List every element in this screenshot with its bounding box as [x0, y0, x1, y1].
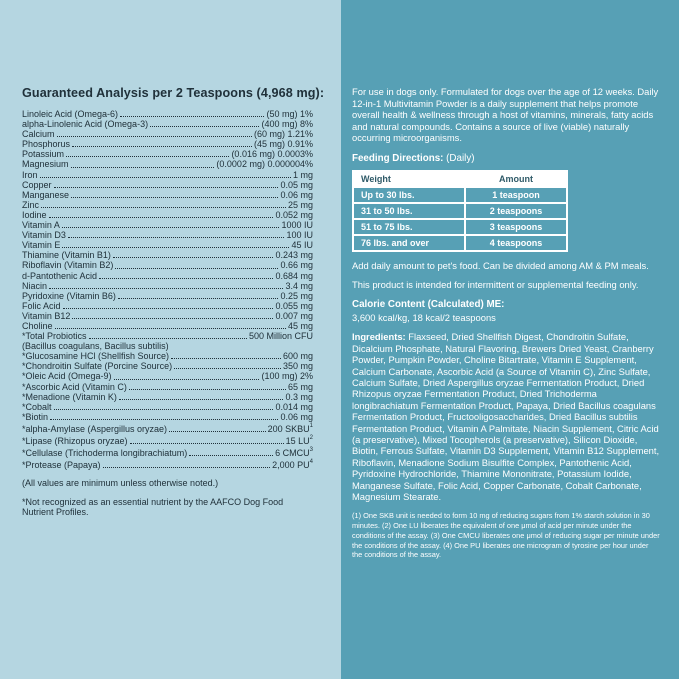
nutrient-name: Potassium — [22, 149, 65, 160]
minimum-values-note: (All values are minimum unless otherwise noted.) — [22, 478, 219, 489]
nutrient-value: 0.06 mg — [280, 411, 313, 422]
dotted-leader — [103, 467, 271, 468]
analysis-row — [22, 291, 313, 301]
nutrient-name: *alpha-Amylase (Aspergillus oryzae) — [22, 423, 168, 434]
analysis-row — [22, 321, 313, 331]
dotted-leader — [62, 247, 289, 248]
nutrient-name: Vitamin B12 — [22, 310, 71, 321]
weight-cell: Up to 30 lbs. — [353, 187, 465, 203]
nutrient-name: Folic Acid — [22, 300, 61, 311]
footnote-marker: 4 — [309, 459, 313, 466]
nutrient-name: *Cobalt — [22, 401, 52, 412]
dotted-leader — [68, 237, 285, 238]
ingredients-label: Ingredients: — [352, 331, 406, 343]
dotted-leader — [115, 268, 278, 269]
dotted-leader — [118, 298, 279, 299]
analysis-row — [22, 382, 313, 392]
nutrient-subline: (Bacillus coagulans, Bacillus subtilis) — [22, 341, 169, 352]
nutrient-value: (60 mg) 1.21% — [253, 129, 313, 140]
nutrient-name: *Menadione (Vitamin K) — [22, 391, 117, 402]
nutrient-value: 0.06 mg — [280, 189, 313, 200]
analysis-row — [22, 240, 313, 250]
feeding-table-row — [353, 235, 567, 251]
intermittent-feeding-note: This product is intended for intermittent or supplemental feeding only. — [352, 278, 639, 290]
nutrient-value: (100 mg) 2% — [261, 371, 313, 382]
nutrient-value: 1 mg — [292, 169, 313, 180]
analysis-row — [22, 446, 313, 458]
nutrient-value: 500 Million CFU — [248, 331, 313, 342]
analysis-row — [22, 159, 313, 169]
weight-cell: 76 lbs. and over — [353, 235, 465, 251]
nutrient-name: *Lipase (Rhizopus oryzae) — [22, 436, 128, 446]
nutrient-value: 0.014 mg — [275, 401, 313, 412]
nutrient-value: 3.4 mg — [285, 280, 313, 291]
dotted-leader — [174, 368, 281, 369]
amount-cell: 4 teaspoons — [465, 235, 567, 251]
analysis-row — [22, 371, 313, 381]
analysis-row — [22, 271, 313, 281]
nutrient-value: 0.052 mg — [275, 209, 313, 220]
analysis-row — [22, 351, 313, 361]
dotted-leader — [54, 409, 274, 410]
nutrient-name: Zinc — [22, 199, 40, 210]
analysis-row — [22, 392, 313, 402]
nutrient-name: Vitamin D3 — [22, 230, 66, 241]
dotted-leader — [130, 443, 284, 444]
dotted-leader — [62, 227, 280, 228]
feeding-table-header-weight: Weight — [353, 171, 465, 187]
amount-cell: 3 teaspoons — [465, 219, 567, 235]
nutrient-name: *Oleic Acid (Omega-9) — [22, 371, 112, 382]
nutrient-name: *Ascorbic Acid (Vitamin C) — [22, 381, 127, 392]
analysis-row — [22, 129, 313, 139]
dotted-leader — [113, 257, 274, 258]
analysis-row — [22, 190, 313, 200]
nutrient-value: 65 mg — [287, 381, 313, 392]
analysis-row — [22, 281, 313, 291]
analysis-row — [22, 139, 313, 149]
feeding-table-row — [353, 219, 567, 235]
analysis-row — [22, 170, 313, 180]
dotted-leader — [55, 328, 286, 329]
ingredients-text: Flaxseed, Dried Shellfish Digest, Chondroitin Sulfate, Dicalcium Phosphate, Natural Flavoring, Brewers Dried Yeast, Cranberry Powder, Pumpkin Powder, Choline Bitartrate, Vitamin E Supplement, Calcium Carbonate, Ascorbic Acid (a Source of Vitamin C), Zinc Sulfate, Calcium Sulfate, Dried Aspergillus oryzae Fermentation Product, Dried Rhizopus oryzae Fermentation Product, Dried Trichoderma longibrachiatum Fermentation Product, Papaya, Dried Bacillus coagulans Fermentation Product, Fructooligosaccharides, Dried Bacillus subtilis Fermentation Product, Vitamin A Palmitate, Niacin Supplement, Citric Acid (a preservative), Mixed Tocopherols (a preservative), Silicon Dioxide, Biotin, Ferrous Sulfate, Vitamin D3 Supplement, Vitamin B12 Supplement, Riboflavin, Menadione Sodium Bisulfite Complex, Pantothenic Acid, Pyridoxine Hydrochloride, Thiamine Mononitrate, Potassium Iodide, Manganese Sulfate, Folic Acid, Copper Carbonate, Cobalt Carbonate, Magnesium Stearate. — [352, 331, 660, 503]
dotted-leader — [66, 156, 229, 157]
analysis-row — [22, 458, 313, 470]
dotted-leader — [40, 177, 291, 178]
analysis-row — [22, 220, 313, 230]
directions-panel — [341, 0, 679, 679]
calorie-content-value: 3,600 kcal/kg, 18 kcal/2 teaspoons — [352, 311, 496, 323]
nutrient-name: Riboflavin (Vitamin B2) — [22, 260, 114, 271]
feeding-table-row — [353, 203, 567, 219]
feeding-table — [352, 170, 568, 252]
dotted-leader — [72, 146, 252, 147]
dotted-leader — [120, 116, 264, 117]
nutrient-name: Magnesium — [22, 159, 69, 170]
nutrient-name: Niacin — [22, 280, 48, 291]
analysis-row — [22, 260, 313, 270]
feeding-table-row — [353, 187, 567, 203]
nutrient-value: 1000 IU — [281, 220, 313, 231]
analysis-row — [22, 331, 313, 341]
dotted-leader — [49, 288, 283, 289]
nutrient-name: Thiamine (Vitamin B1) — [22, 250, 111, 261]
dotted-leader — [57, 136, 252, 137]
nutrient-value: (50 mg) 1% — [266, 109, 313, 119]
weight-cell: 51 to 75 lbs. — [353, 219, 465, 235]
analysis-row — [22, 200, 313, 210]
nutrient-name: Vitamin E — [22, 240, 61, 251]
nutrient-name: Calcium — [22, 129, 55, 140]
nutrient-name: *Protease (Papaya) — [22, 460, 101, 471]
nutrient-value: (45 mg) 0.91% — [253, 139, 313, 150]
nutrient-name: Copper — [22, 179, 52, 190]
nutrient-name: Pyridoxine (Vitamin B6) — [22, 290, 116, 301]
analysis-row — [22, 402, 313, 412]
nutrient-name: *Glucosamine HCl (Shellfish Source) — [22, 351, 170, 362]
calorie-content-label: Calorie Content (Calculated) ME: — [352, 299, 505, 311]
dotted-leader — [169, 431, 266, 432]
dotted-leader — [89, 338, 247, 339]
nutrient-name: Linoleic Acid (Omega-6) — [22, 109, 119, 119]
dotted-leader — [71, 167, 215, 168]
nutrient-value: 200 SKBU$^1$ — [267, 422, 313, 434]
nutrient-name: Iodine — [22, 209, 47, 220]
dotted-leader — [63, 308, 274, 309]
analysis-row — [22, 109, 313, 119]
nutrient-value: 600 mg — [282, 351, 313, 362]
footnote-marker: 3 — [309, 447, 313, 454]
dotted-leader — [99, 278, 273, 279]
feeding-directions-label: Feeding Directions: — [352, 152, 444, 164]
nutrient-name: *Biotin — [22, 411, 49, 422]
analysis-row — [22, 250, 313, 260]
dotted-leader — [129, 389, 286, 390]
nutrient-value: 0.007 mg — [275, 310, 313, 321]
nutrient-value: 0.055 mg — [275, 300, 313, 311]
nutrient-value: 45 IU — [291, 240, 313, 251]
nutrient-value: 350 mg — [282, 361, 313, 372]
nutrient-value: 45 mg — [287, 320, 313, 331]
analysis-row — [22, 412, 313, 422]
nutrient-value: (400 mg) 8% — [261, 119, 313, 130]
nutrient-value: 2,000 $PU^4$ — [272, 459, 313, 471]
nutrient-value: 25 mg — [287, 199, 313, 210]
dotted-leader — [171, 358, 281, 359]
feeding-table-header-row — [353, 171, 567, 187]
nutrient-value: 0.25 mg — [280, 290, 313, 301]
nutrient-name: d-Pantothenic Acid — [22, 270, 98, 281]
unit-definitions-footnote: (1) One SKB unit is needed to form 10 mg of reducing sugars from 1% starch solution in 30 minutes. (2) One LU liberates the equivalent of one μmol of acid per minute under the conditions of the assay. (3) One CMCU liberates one μmol of reducing sugar per minute under the conditions of the assay. (4) One PU liberates one microgram of tyrosine per hour under the conditions of the assay. — [352, 511, 660, 560]
analysis-row — [22, 119, 313, 129]
dotted-leader — [189, 455, 273, 456]
feeding-directions-heading — [352, 153, 660, 165]
analysis-row — [22, 311, 313, 321]
nutrient-name: Manganese — [22, 189, 70, 200]
feeding-table-header-amount: Amount — [465, 171, 567, 187]
amount-cell: 2 teaspoons — [465, 203, 567, 219]
feeding-table-head — [353, 171, 567, 187]
nutrient-name: Phosphorus — [22, 139, 71, 150]
calorie-content-heading — [352, 299, 660, 311]
aafco-note: *Not recognized as an essential nutrient by the AAFCO Dog Food Nutrient Profiles. — [22, 496, 284, 517]
dotted-leader — [114, 379, 260, 380]
nutrient-value: 15 $LU^2$ — [285, 435, 313, 446]
dotted-leader — [150, 126, 259, 127]
analysis-list — [22, 109, 313, 470]
analysis-row — [22, 180, 313, 190]
footnote-marker: 2 — [309, 435, 313, 441]
nutrient-value: 0.243 mg — [275, 250, 313, 261]
guaranteed-analysis-title: Guaranteed Analysis per 2 Teaspoons (4,968 mg): — [22, 86, 325, 100]
analysis-row — [22, 361, 313, 371]
nutrient-value: 0.05 mg — [280, 179, 313, 190]
ingredients-paragraph — [352, 331, 660, 502]
dotted-leader — [50, 419, 278, 420]
analysis-row — [22, 230, 313, 240]
nutrient-value: (0.016 mg) 0.0003% — [231, 149, 313, 160]
nutrient-name: alpha-Linolenic Acid (Omega-3) — [22, 119, 149, 130]
nutrient-value: (0.0002 mg) 0.000004% — [216, 159, 313, 170]
product-description: For use in dogs only. Formulated for dogs over the age of 12 weeks. Daily 12-in-1 Multivitamin Powder is a daily supplement that helps promote overall health & wellness through a host of vitamins, minerals, fatty acids and natural compounds. Contains a source of live (viable) naturally occurring microorganisms. — [352, 86, 659, 144]
nutrient-name: *Chondroitin Sulfate (Porcine Source) — [22, 361, 173, 372]
analysis-row — [22, 301, 313, 311]
dotted-leader — [71, 197, 278, 198]
analysis-row — [22, 149, 313, 159]
nutrient-value: 0.3 mg — [285, 391, 313, 402]
analysis-row — [22, 434, 313, 446]
dotted-leader — [54, 187, 279, 188]
dotted-leader — [49, 217, 274, 218]
amount-cell: 1 teaspoon — [465, 187, 567, 203]
nutrient-name: Choline — [22, 320, 53, 331]
add-daily-note: Add daily amount to pet's food. Can be divided among AM & PM meals. — [352, 259, 649, 271]
nutrient-name: *Cellulase (Trichoderma longibrachiatum) — [22, 448, 188, 459]
nutrient-name: Iron — [22, 169, 38, 180]
dotted-leader — [119, 399, 284, 400]
nutrient-value: 0.684 mg — [275, 270, 313, 281]
footnote-marker: 1 — [309, 422, 313, 429]
weight-cell: 31 to 50 lbs. — [353, 203, 465, 219]
analysis-row — [22, 422, 313, 434]
nutrient-value: 0.66 mg — [280, 260, 313, 271]
dotted-leader — [41, 207, 286, 208]
dotted-leader — [72, 318, 273, 319]
analysis-row — [22, 210, 313, 220]
nutrient-name: Vitamin A — [22, 220, 60, 231]
nutrient-name: *Total Probiotics — [22, 331, 87, 342]
feeding-table-body — [353, 187, 567, 251]
nutrient-value: 100 IU — [286, 230, 313, 241]
feeding-directions-frequency: (Daily) — [443, 152, 475, 164]
nutrient-value: 6 CMCU$^3$ — [275, 447, 313, 459]
